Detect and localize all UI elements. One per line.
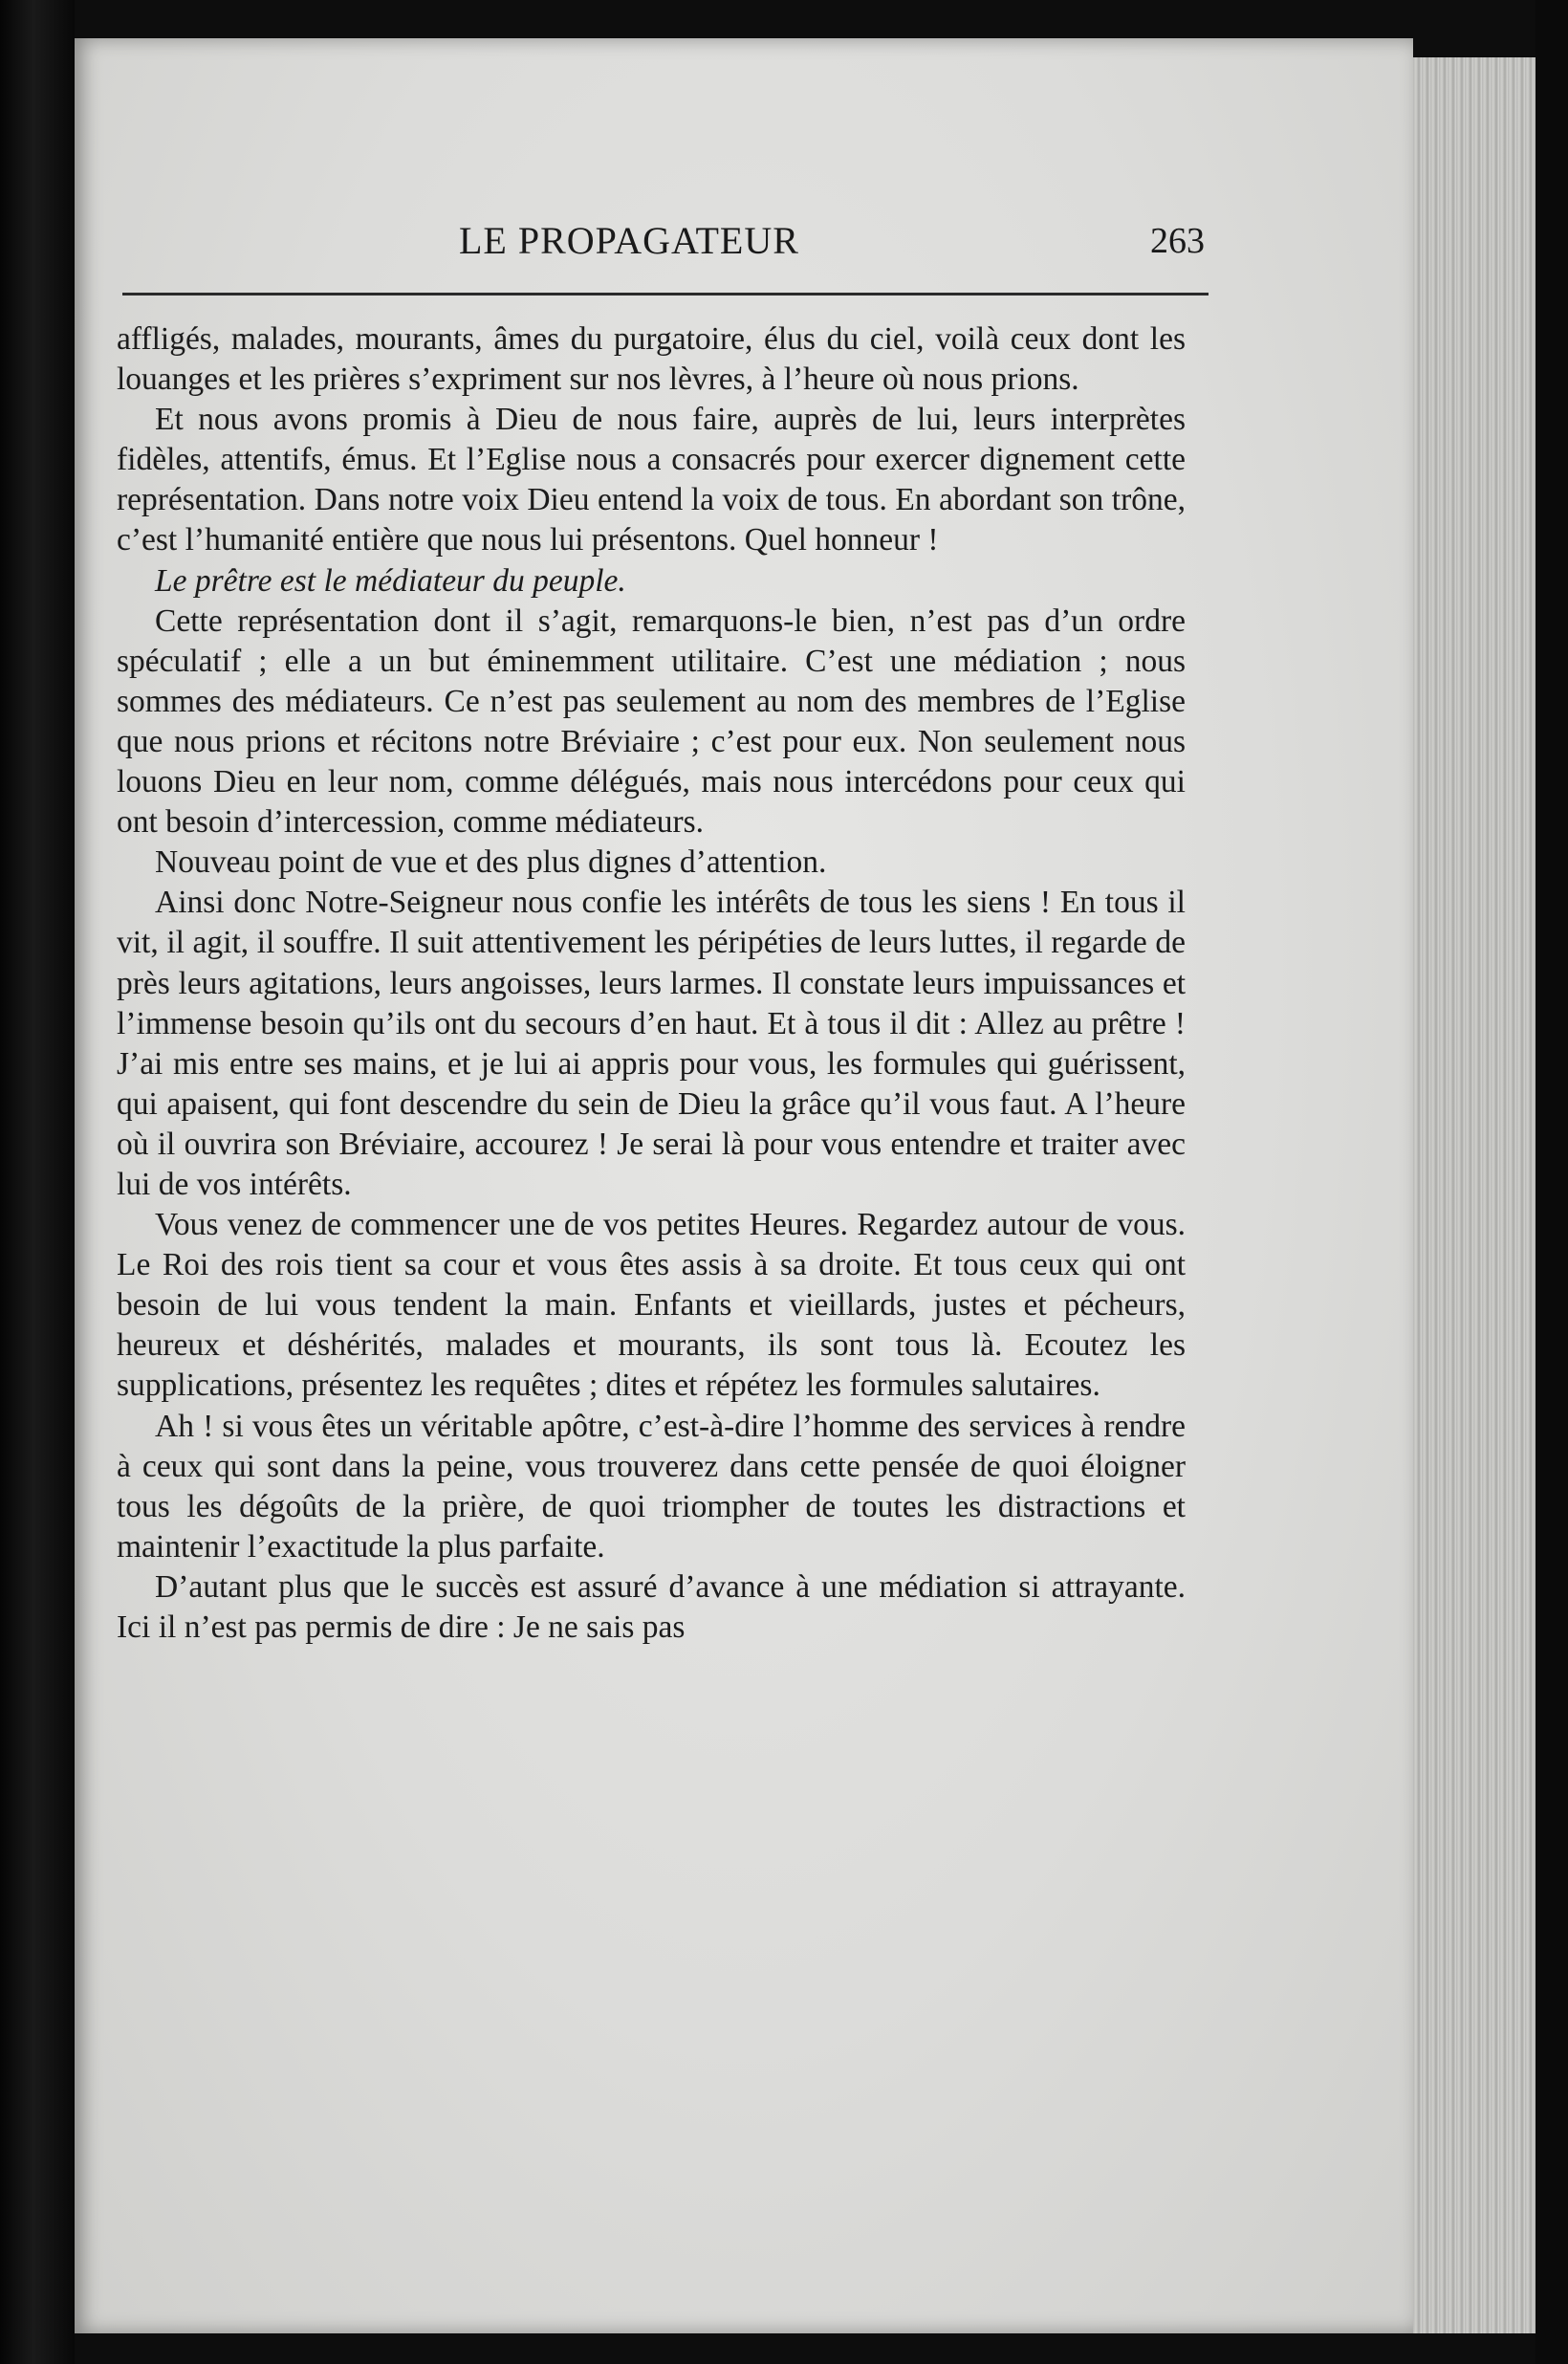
paragraph: Ainsi donc Notre-Seigneur nous confie les intérêts de tous les siens ! En tous il vit, il agit, il souffre. Il suit attentivement les péripéties de leurs luttes, il regarde de près leurs agitations, leurs angoisses, leurs larmes. Il constate leurs impuissances et l’immense besoin qu’ils ont du secours d’en haut. Et à tous il dit : Allez au prêtre ! J’ai mis entre ses mains, et je lui ai appris pour vous, les formules qui guérissent, qui apaisent, qui font descendre du sein de Dieu la grâce qu’il vous faut. A l’heure où il ouvrira son Bréviaire, accourez ! Je serai là pour vous entendre et traiter avec lui de vos intérêts.: [117, 885, 1186, 1202]
paragraph: Ah ! si vous êtes un véritable apôtre, c’est-à-dire l’homme des services à rendre à ceux qui sont dans la peine, vous trouverez dans cette pensée de quoi éloigner tous les dégoûts de la prière, de quoi triompher de toutes les distractions et maintenir l’exactitude la plus parfaite.: [117, 1408, 1186, 1565]
paragraph: Nouveau point de vue et des plus dignes d’attention.: [155, 844, 827, 881]
page-header: [115, 218, 1205, 285]
paragraph: Et nous avons promis à Dieu de nous faire, auprès de lui, leurs interprètes fidèles, attentifs, émus. Et l’Eglise nous a consacrés pour exercer dignement cette représentation. Dans notre voix Dieu entend la voix de tous. En abordant son trône, c’est l’humanité entière que nous lui présentons. Quel honneur !: [117, 402, 1186, 558]
paragraph: D’autant plus que le succès est assuré d’avance à une médiation si attrayante. Ici il n’est pas permis de dire : Je ne sais pas: [117, 1568, 1186, 1645]
paragraph: affligés, malades, mourants, âmes du purgatoire, élus du ciel, voilà ceux dont les louanges et les prières s’expriment sur nos lèvres, à l’heure où nous prions.: [117, 321, 1186, 398]
paragraph: Cette représentation dont il s’agit, remarquons-le bien, n’est pas d’un ordre spéculatif ; elle a un but éminemment utilitaire. C’est une médiation ; nous sommes des médiateurs. Ce n’est pas seulement au nom des membres de l’Eglise que nous prions et récitons notre Bréviaire ; c’est pour eux. Non seulement nous louons Dieu en leur nom, comme délégués, mais nous intercédons pour ceux qui ont besoin d’intercession, comme médiateurs.: [117, 602, 1186, 841]
paragraph: Vous venez de commencer une de vos petites Heures. Regardez autour de vous. Le Roi des rois tient sa cour et vous êtes assis à sa droite. Et tous ceux qui ont besoin de lui vous tendent la main. Enfants et vieillards, justes et pécheurs, heureux et déshérités, malades et mourants, ils sont tous là. Ecoutez les supplications, présentez les requêtes ; dites et répétez les formules salutaires.: [117, 1207, 1186, 1404]
section-heading: Le prêtre est le médiateur du peuple.: [155, 562, 626, 599]
page-number: 263: [1150, 221, 1205, 261]
body-text: [117, 319, 1186, 1648]
header-rule: [122, 293, 1209, 296]
running-title: LE PROPAGATEUR: [459, 219, 799, 262]
book-binding-edge: [0, 0, 75, 2364]
background-edge: [1535, 0, 1568, 2364]
